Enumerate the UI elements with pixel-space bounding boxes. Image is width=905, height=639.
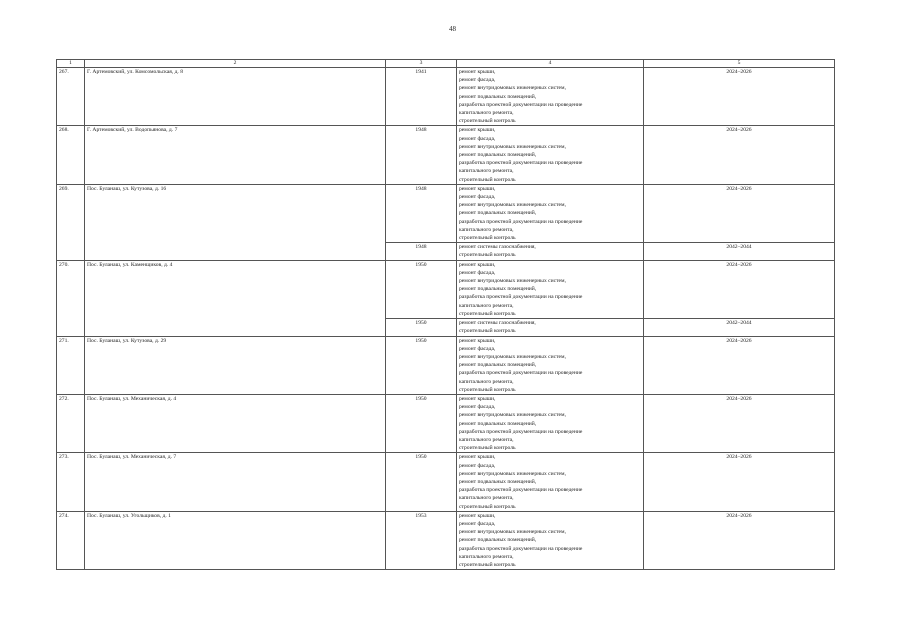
work-item: капитального ремонта, xyxy=(459,302,514,309)
row-number: 272. xyxy=(57,394,85,452)
column-header-5: 5 xyxy=(644,60,835,68)
table-row xyxy=(57,184,835,242)
table-row xyxy=(57,453,835,511)
work-item: ремонт крыши, xyxy=(459,454,496,461)
column-header-1: 1 xyxy=(57,60,85,68)
work-item: ремонт подвальных помещений, xyxy=(459,286,537,293)
work-item: ремонт крыши, xyxy=(459,512,496,519)
work-item: строительный контроль xyxy=(459,176,516,183)
work-item: ремонт фасада, xyxy=(459,462,496,469)
work-item: ремонт внутридомовых инженерных систем, xyxy=(459,143,566,150)
works-cell xyxy=(457,453,644,511)
work-item: ремонт внутридомовых инженерных систем, xyxy=(459,278,566,285)
work-item: капитального ремонта, xyxy=(459,378,514,385)
period-cell: 2024–2026 xyxy=(644,453,835,511)
table-header-row xyxy=(57,60,835,68)
column-header-4: 4 xyxy=(457,60,644,68)
year-cell: 1950 xyxy=(386,394,457,452)
row-number: 271. xyxy=(57,336,85,394)
address-cell: Пос. Буланаш, ул. Механическая, д. 7 xyxy=(85,453,386,511)
work-item: разработка проектной документации на проведение xyxy=(459,160,583,167)
work-item: ремонт подвальных помещений, xyxy=(459,537,537,544)
row-number: 267. xyxy=(57,68,85,126)
work-item: ремонт фасада, xyxy=(459,135,496,142)
work-item: капитального ремонта, xyxy=(459,553,514,560)
table-body xyxy=(57,68,835,570)
works-cell xyxy=(457,336,644,394)
year-cell: 1941 xyxy=(386,68,457,126)
work-item: ремонт системы газоснабжения, xyxy=(459,320,536,327)
work-item: строительный контроль xyxy=(459,252,516,259)
work-item: ремонт внутридомовых инженерных систем, xyxy=(459,85,566,92)
work-item: строительный контроль xyxy=(459,445,516,452)
period-cell: 2024–2026 xyxy=(644,260,835,318)
address-cell: Пос. Буланаш, ул. Кутузова, д. 16 xyxy=(85,184,386,260)
work-item: ремонт внутридомовых инженерных систем, xyxy=(459,529,566,536)
work-item: ремонт фасада, xyxy=(459,345,496,352)
work-item: разработка проектной документации на проведение xyxy=(459,545,583,552)
work-item: ремонт внутридомовых инженерных систем, xyxy=(459,353,566,360)
column-header-3: 3 xyxy=(386,60,457,68)
works-cell xyxy=(457,243,644,260)
work-item: ремонт подвальных помещений, xyxy=(459,210,537,217)
period-cell: 2042–2044 xyxy=(644,243,835,260)
work-item: ремонт крыши, xyxy=(459,127,496,134)
table-row xyxy=(57,394,835,452)
address-cell: Пос. Буланаш, ул. Угольщиков, д. 1 xyxy=(85,511,386,569)
work-item: строительный контроль xyxy=(459,503,516,510)
row-number: 273. xyxy=(57,453,85,511)
work-item: ремонт крыши, xyxy=(459,395,496,402)
work-item: капитального ремонта, xyxy=(459,495,514,502)
address-cell: Пос. Буланаш, ул. Механическая, д. 4 xyxy=(85,394,386,452)
work-item: ремонт подвальных помещений, xyxy=(459,362,537,369)
year-cell: 1953 xyxy=(386,511,457,569)
address-cell: Г. Артемовский, ул. Комсомольская, д. 8 xyxy=(85,68,386,126)
row-number: 270. xyxy=(57,260,85,336)
row-number: 268. xyxy=(57,126,85,184)
work-item: ремонт подвальных помещений, xyxy=(459,152,537,159)
table-row xyxy=(57,511,835,569)
work-item: ремонт фасада, xyxy=(459,520,496,527)
work-item: ремонт фасада, xyxy=(459,269,496,276)
work-item: строительный контроль xyxy=(459,328,516,335)
period-cell: 2042–2044 xyxy=(644,319,835,336)
period-cell: 2024–2026 xyxy=(644,394,835,452)
works-cell xyxy=(457,511,644,569)
year-cell: 1950 xyxy=(386,453,457,511)
year-cell: 1948 xyxy=(386,243,457,260)
work-item: ремонт фасада, xyxy=(459,77,496,84)
work-item: ремонт фасада, xyxy=(459,194,496,201)
table-row xyxy=(57,126,835,184)
work-item: ремонт подвальных помещений, xyxy=(459,420,537,427)
column-header-2: 2 xyxy=(85,60,386,68)
row-number: 274. xyxy=(57,511,85,569)
period-cell: 2024–2026 xyxy=(644,184,835,242)
work-item: строительный контроль xyxy=(459,235,516,242)
row-number: 269. xyxy=(57,184,85,260)
work-item: строительный контроль xyxy=(459,118,516,125)
table-row xyxy=(57,68,835,126)
work-item: ремонт внутридомовых инженерных систем, xyxy=(459,412,566,419)
work-item: ремонт подвальных помещений, xyxy=(459,478,537,485)
year-cell: 1948 xyxy=(386,184,457,242)
work-item: разработка проектной документации на проведение xyxy=(459,428,583,435)
table-row xyxy=(57,260,835,318)
year-cell: 1950 xyxy=(386,260,457,318)
work-item: капитального ремонта, xyxy=(459,110,514,117)
repair-schedule-table xyxy=(56,59,835,570)
work-item: строительный контроль xyxy=(459,561,516,568)
work-item: ремонт фасада, xyxy=(459,404,496,411)
works-cell xyxy=(457,68,644,126)
work-item: строительный контроль xyxy=(459,386,516,393)
work-item: ремонт системы газоснабжения, xyxy=(459,244,536,251)
work-item: ремонт крыши, xyxy=(459,337,496,344)
period-cell: 2024–2026 xyxy=(644,511,835,569)
works-cell xyxy=(457,260,644,318)
works-cell xyxy=(457,319,644,336)
work-item: ремонт внутридомовых инженерных систем, xyxy=(459,470,566,477)
work-item: ремонт подвальных помещений, xyxy=(459,93,537,100)
works-cell xyxy=(457,126,644,184)
works-cell xyxy=(457,184,644,242)
work-item: разработка проектной документации на проведение xyxy=(459,294,583,301)
work-item: ремонт крыши, xyxy=(459,261,496,268)
work-item: ремонт крыши, xyxy=(459,185,496,192)
table-row xyxy=(57,336,835,394)
work-item: строительный контроль xyxy=(459,310,516,317)
address-cell: Пос. Буланаш, ул. Каменщиков, д. 4 xyxy=(85,260,386,336)
work-item: разработка проектной документации на проведение xyxy=(459,487,583,494)
year-cell: 1948 xyxy=(386,126,457,184)
year-cell: 1950 xyxy=(386,336,457,394)
period-cell: 2024–2026 xyxy=(644,336,835,394)
work-item: капитального ремонта, xyxy=(459,436,514,443)
work-item: разработка проектной документации на проведение xyxy=(459,370,583,377)
works-cell xyxy=(457,394,644,452)
work-item: капитального ремонта, xyxy=(459,226,514,233)
period-cell: 2024–2026 xyxy=(644,126,835,184)
work-item: разработка проектной документации на проведение xyxy=(459,101,583,108)
work-item: ремонт внутридомовых инженерных систем, xyxy=(459,202,566,209)
page-number: 48 xyxy=(449,25,456,33)
address-cell: Г. Артемовский, ул. Водопьянова, д. 7 xyxy=(85,126,386,184)
work-item: ремонт крыши, xyxy=(459,69,496,75)
year-cell: 1950 xyxy=(386,319,457,336)
address-cell: Пос. Буланаш, ул. Кутузова, д. 29 xyxy=(85,336,386,394)
period-cell: 2024–2026 xyxy=(644,68,835,126)
work-item: разработка проектной документации на проведение xyxy=(459,218,583,225)
work-item: капитального ремонта, xyxy=(459,168,514,175)
